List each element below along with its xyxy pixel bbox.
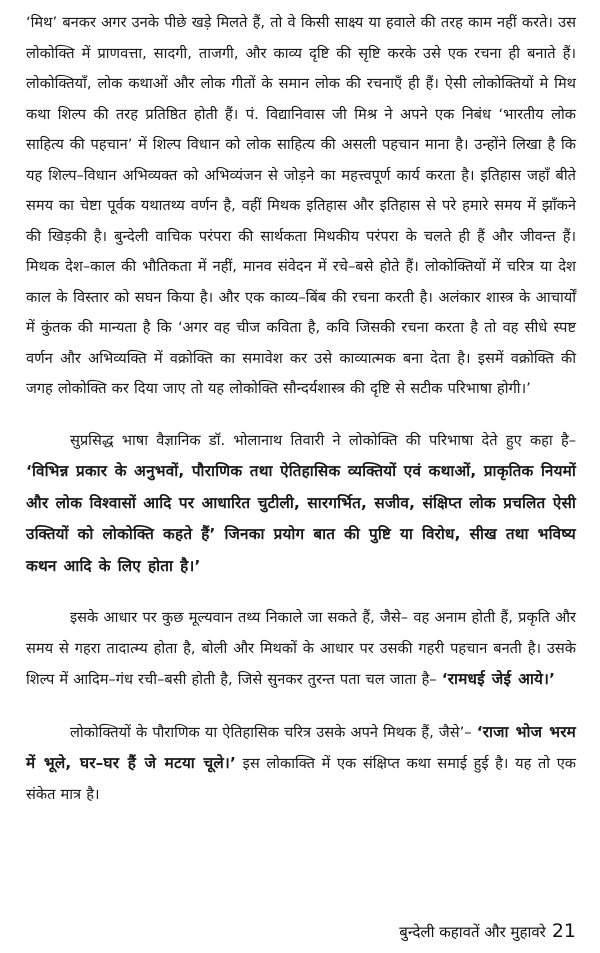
paragraph-text: इस लोकाक्ति में एक संक्षिप्त कथा समाई हुई है। यह तो एक संकेत मात्र है। [26,755,576,803]
paragraph-raja-bhoj [26,717,576,811]
paragraph-text: इसके आधार पर कुछ मूल्यवान तथ्य निकाले जा सकते हैं, जैसे– वह अनाम होती हैं, प्रकृति और समय से गहरा तादात्म्य होता है, बोली और मिथकों के आधार पर उसकी गहरी पहचान बनती है। उसके शिल्प में आदिम–गंध रची–बसी होती है, जिसे सुनकर तुरन्त पता चल जाता है– [26,609,576,688]
paragraph-gap [26,696,576,717]
page-number: 21 [551,920,576,942]
paragraph-facts [26,603,576,696]
paragraph-text: लोकोक्तियों के पौराणिक या ऐतिहासिक चरित्र उसके अपने मिथक हैं, जैसे’– [70,723,477,741]
paragraph-text: सुप्रसिद्ध भाषा वैज्ञानिक डॉ. भोलानाथ तिवारी ने लोकोक्ति की परिभाषा देते हुए कहा है– [70,431,576,449]
paragraph-gap [26,582,576,603]
proverb-quote: ‘रामधई जेई आये।’ [441,670,556,688]
book-title: बुन्देली कहावतें और मुहावरे [399,923,546,941]
paragraph-gap [26,405,576,426]
paragraph-myth-craft: ‘मिथ’ बनकर अगर उनके पीछे खड़े मिलते हैं, तो वे किसी साक्ष्य या हवाले की तरह काम नहीं करते। उस लोकोक्ति में प्राणवत्ता, सादगी, ताजगी, और काव्य दृष्टि की सृष्टि करके उसे एक रचना ही बनाते हैं। लोकोक्तियाँ, लोक कथाओं और लोक गीतों के समान लोक की रचनाएँ ही हैं। ऐसी लोकोक्तियों मे मिथ कथा शिल्प की तरह प्रतिष्ठित होती हैं। पं. विद्यानिवास जी मिश्र ने अपने एक निबंध ‘भारतीय लोक साहित्य की पहचान’ में शिल्प विधान को लोक साहित्य की असली पहचान माना है। उन्होंने लिखा है कि यह शिल्प–विधान अभिव्यक्त को अभिव्यंजन से जोड़ने का महत्त्वपूर्ण कार्य करता है। इतिहास जहाँ बीते समय का चेष्टा पूर्वक यथातथ्य वर्णन है, वहीं मिथक इतिहास और इतिहास से परे हमारे समय में झाँकने की खिड़की है। बुन्देली वाचिक परंपरा की सार्थकता मिथकीय परंपरा के चलते ही हैं और जीवन्त हैं। मिथक देश–काल की भौतिकता में नहीं, मानव संवेदन में रचे–बसे होते हैं। लोकोक्तियों में चरित्र या देश काल के विस्तार को सघन किया है। और एक काव्य–बिंब की रचना करती है। अलंकार शास्त्र के आचार्यों में कुंतक की मान्यता है कि ‘अगर वह चीज कविता है, कवि जिसकी रचना करता है तो वह सीधे स्पष्ट वर्णन और अभिव्यक्ति में वक्रोक्ति का समावेश कर उसे काव्यात्मक बना देता है। इसमें वक्रोक्ति की जगह लोकोक्ति कर दिया जाए तो यह लोकोक्ति सौन्दर्यशास्त्र की दृष्टि से सटीक परिभाषा होगी।’ [26,14,576,397]
page-footer [399,920,576,942]
paragraph-tiwari-definition [26,426,576,583]
definition-quote: ‘विभिन्न प्रकार के अनुभवों, पौराणिक तथा ऐतिहासिक व्यक्तियों एवं कथाओं, प्राकृतिक नियमों और लोक विश्वासों आदि पर आधारित चुटीली, सारगर्भित, सजीव, संक्षिप्त लोक प्रचलित ऐसी उक्तियों को लोकोक्ति कहते हैं’ जिनका प्रयोग बात की पुष्टि या विरोध, सीख तथा भविष्य कथन आदि के लिए होता है।’ [26,462,576,575]
proverb-quote: ‘राजा भोज भरम में भूले, घर–घर हैं जे मटया चूले।’ [26,722,576,772]
